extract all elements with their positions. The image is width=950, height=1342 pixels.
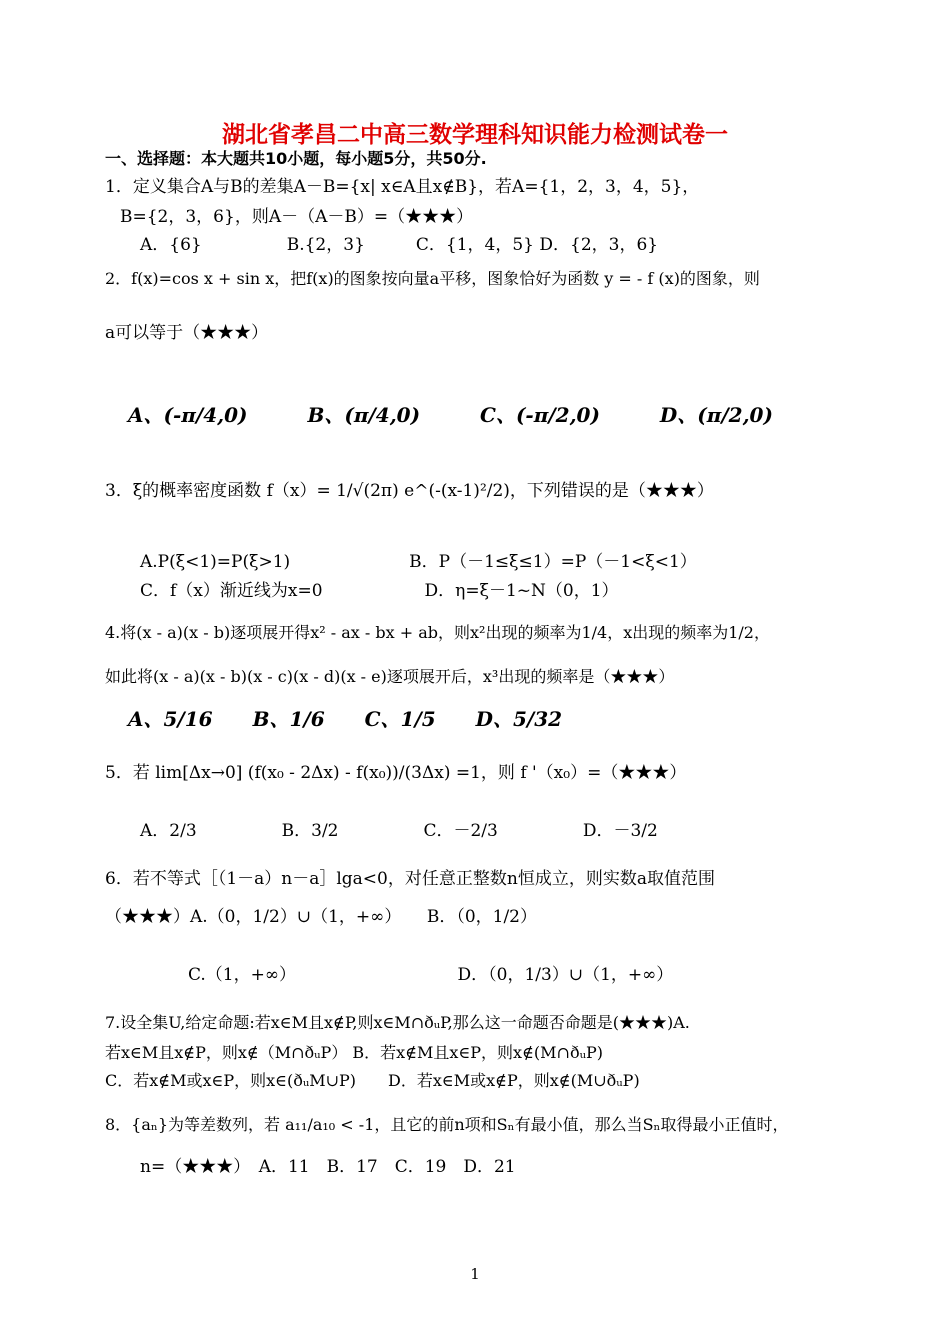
q2-options: A、(-π/4,0) B、(π/4,0) C、(-π/2,0) D、(π/2,0) xyxy=(128,403,773,427)
q1-line2: B={2，3，6}，则A－（A－B）=（★★★） xyxy=(120,207,474,227)
q4-options: A、5/16 B、1/6 C、1/5 D、5/32 xyxy=(128,707,563,731)
q3-options-cd: C．f（x）渐近线为x=0 D．η=ξ－1~N（0，1） xyxy=(140,581,619,601)
q8-line1: 8．{aₙ}为等差数列，若 a₁₁/a₁₀ < -1，且它的前n项和Sₙ有最小值，那么当Sₙ取得最小正值时， xyxy=(105,1115,789,1134)
q3-options-ab: A.P(ξ<1)=P(ξ>1) B．P（－1≤ξ≤1）=P（－1<ξ<1） xyxy=(140,552,697,572)
q2-line1: 2．f(x)=cos x + sin x，把f(x)的图象按向量a平移，图象恰好为函数 y = - f (x)的图象，则 xyxy=(105,269,760,288)
q7-line2: 若x∈M且x∉P，则x∉（M∩ðᵤP） B．若x∉M且x∈P，则x∉(M∩ðᵤP) xyxy=(105,1043,603,1062)
q5-line1: 5．若 lim[Δx→0] (f(x₀ - 2Δx) - f(x₀))/(3Δx) =1，则 f '（x₀）=（★★★） xyxy=(105,763,687,783)
q1-line1: 1．定义集合A与B的差集A－B={x| x∈A且x∉B}，若A={1，2，3，4，5}， xyxy=(105,177,700,197)
q7-line3: C．若x∉M或x∈P，则x∈(ðᵤM∪P) D．若x∈M或x∉P，则x∉(M∪ðᵤP) xyxy=(105,1071,640,1090)
q8-line2: n=（★★★） A．11 B．17 C．19 D．21 xyxy=(140,1157,516,1177)
page-number: 1 xyxy=(470,1265,480,1283)
q5-options: A．2/3 B．3/2 C．－2/3 D．－3/2 xyxy=(140,821,658,841)
q1-options: A．{6} B.{2，3} C．{1，4，5} D．{2，3，6} xyxy=(140,235,659,255)
q3-line1: 3．ξ的概率密度函数 f（x）= 1/√(2π) e^(-(x-1)²/2)，下列错误的是（★★★） xyxy=(105,481,714,501)
q4-line1: 4.将(x - a)(x - b)逐项展开得x² - ax - bx + ab，则x²出现的频率为1/4，x出现的频率为1/2， xyxy=(105,623,770,642)
page-title: 湖北省孝昌二中高三数学理科知识能力检测试卷一 xyxy=(222,122,728,148)
q2-line2: a可以等于（★★★） xyxy=(105,323,269,343)
q4-line2: 如此将(x - a)(x - b)(x - c)(x - d)(x - e)逐项展开后，x³出现的频率是（★★★） xyxy=(105,667,675,686)
q6-line1: 6．若不等式［（1－a）n－a］lga<0，对任意正整数n恒成立，则实数a取值范围 xyxy=(105,869,715,889)
q6-line2: （★★★）A.（0，1/2）∪（1，+∞） B．（0，1/2） xyxy=(105,907,537,927)
q6-line3: C.（1，+∞） D．（0，1/3）∪（1，+∞） xyxy=(188,965,674,985)
section-heading: 一、选择题：本大题共10小题，每小题5分，共50分. xyxy=(105,149,487,168)
q7-line1: 7.设全集U,给定命题:若x∈M且x∉P,则x∈M∩ðᵤP,那么这一命题否命题是(★★★)A. xyxy=(105,1013,690,1032)
